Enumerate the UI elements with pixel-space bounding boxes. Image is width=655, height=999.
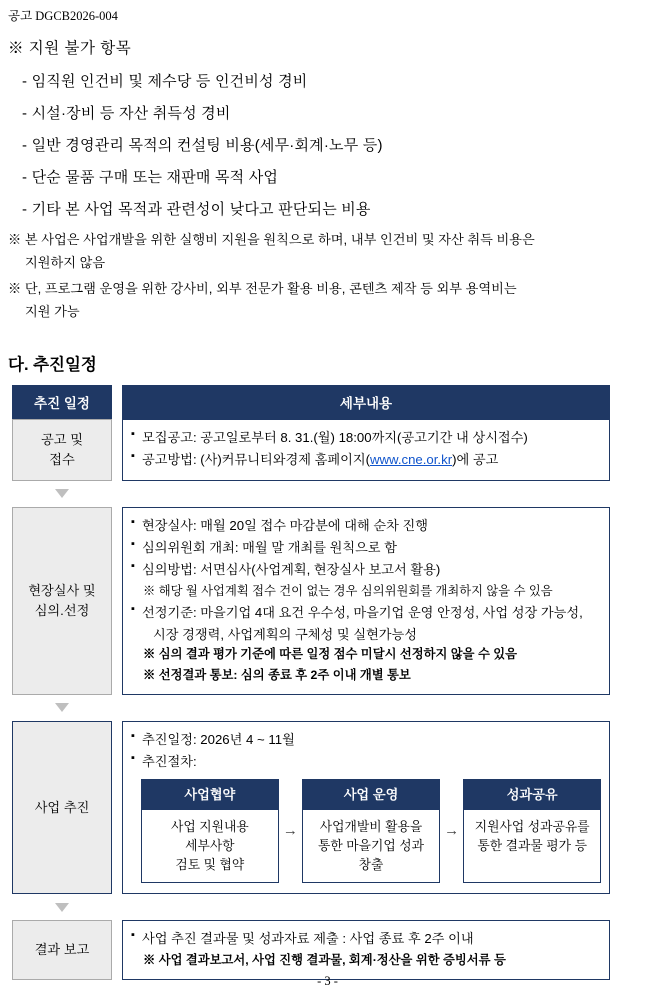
stage-label-announcement	[12, 419, 112, 481]
flow-step-body	[303, 810, 439, 883]
stage-line: 현장실사 및	[28, 582, 96, 598]
flow-step-title: 사업 운영	[303, 780, 439, 809]
detail-item-cont: 시장 경쟁력, 사업계획의 구체성 및 실현가능성	[153, 627, 418, 643]
flow-arrow-icon: →	[444, 822, 460, 840]
page-number: - 3 -	[317, 974, 338, 988]
row-gap	[112, 920, 122, 979]
detail-note-bold: ※ 심의 결과 평가 기준에 따른 일정 점수 미달시 선정하지 않을 수 있음	[143, 647, 518, 662]
stage-label-execution: 사업 추진	[12, 721, 112, 895]
arrow-cell	[12, 894, 112, 920]
stage-label-review	[12, 507, 112, 695]
schedule-table	[12, 385, 610, 980]
empty-cell	[122, 695, 610, 721]
detail-item: ▪ 현장실사: 매월 20일 접수 마감분에 대해 순차 진행	[131, 515, 601, 536]
flow-step-body	[464, 810, 600, 883]
row-gap	[112, 507, 122, 695]
flow-body-line: 통한 결과물 평가 등	[477, 837, 587, 853]
flow-step-body	[142, 810, 278, 883]
flow-body-line: 검토 및 협약	[175, 857, 245, 873]
detail-item-with-link: ▪ 공고방법: (사)커뮤니티와경제 홈페이지(www.cne.or.kr)에 공고	[131, 449, 601, 470]
detail-item: ▪ 심의위원회 개최: 매월 말 개최를 원칙으로 함	[131, 537, 601, 558]
header-stage: 추진 일정	[12, 385, 112, 419]
empty-cell	[122, 894, 610, 920]
process-flow	[141, 779, 601, 883]
row-gap	[112, 419, 122, 481]
detail-execution	[122, 721, 610, 895]
flow-body-line: 통한 마을기업 성과	[317, 837, 424, 853]
flow-body-line: 지원사업 성과공유를	[474, 818, 590, 834]
flow-arrow-icon: →	[282, 822, 298, 840]
document-content	[8, 36, 648, 980]
arrow-cell	[12, 695, 112, 721]
row-gap	[112, 695, 122, 721]
schedule-heading: 다. 추진일정	[8, 355, 97, 374]
header-detail: 세부내용	[122, 385, 610, 419]
detail-report	[122, 920, 610, 979]
down-arrow-icon	[55, 489, 69, 498]
flow-step-agreement	[141, 779, 279, 883]
empty-cell	[122, 481, 610, 507]
exclusion-note: ※ 단, 프로그램 운영을 위한 강사비, 외부 전문가 활용 비용, 콘텐츠 제작 등 외부 용역비는	[8, 280, 517, 296]
row-gap	[112, 721, 122, 895]
detail-announcement	[122, 419, 610, 481]
homepage-link[interactable]: www.cne.or.kr	[370, 452, 453, 468]
flow-body-line: 창출	[358, 857, 384, 873]
document-code: 공고 DGCB2026-004	[8, 9, 118, 23]
exclusion-item: - 시설·장비 등 자산 취득성 경비	[22, 105, 231, 122]
arrow-row	[12, 481, 610, 507]
exclusion-note: ※ 본 사업은 사업개발을 위한 실행비 지원을 원칙으로 하며, 내부 인건비 및 자산 취득 비용은	[8, 232, 535, 247]
detail-item: ▪ 심의방법: 서면심사(사업계획, 현장실사 보고서 활용)	[131, 559, 601, 580]
exclusion-item: - 임직원 인건비 및 제수당 등 인건비성 경비	[22, 73, 308, 90]
flow-body-line: 사업 지원내용	[170, 818, 249, 834]
exclusion-item: - 기타 본 사업 목적과 관련성이 낮다고 판단되는 비용	[22, 201, 371, 218]
flow-body-line: 사업개발비 활용을	[319, 818, 423, 834]
down-arrow-icon	[55, 903, 69, 912]
flow-body-line: 세부사항	[185, 837, 235, 853]
detail-item: ▪ 추진일정: 2026년 4 ~ 11월	[131, 729, 601, 750]
detail-note-bold: ※ 선정결과 통보: 심의 종료 후 2주 이내 개별 통보	[143, 667, 411, 682]
stage-line: 심의.선정	[34, 602, 90, 618]
exclusion-item: - 일반 경영관리 목적의 컨설팅 비용(세무·회계·노무 등)	[22, 137, 383, 154]
stage-line: 공고 및	[41, 431, 83, 447]
detail-note: ※ 해당 월 사업계획 접수 건이 없는 경우 심의위원회를 개최하지 않을 수 있음	[143, 583, 553, 598]
arrow-row	[12, 894, 610, 920]
table-row	[12, 721, 610, 895]
stage-line: 접수	[49, 451, 75, 467]
row-gap	[112, 481, 122, 507]
detail-item: ▪ 선정기준: 마을기업 4대 요건 우수성, 마을기업 운영 안정성, 사업 성장 가능성,	[131, 602, 601, 623]
arrow-cell	[12, 481, 112, 507]
table-row	[12, 920, 610, 979]
down-arrow-icon	[55, 703, 69, 712]
header-gap	[112, 385, 122, 419]
detail-item: ▪ 사업 추진 결과물 및 성과자료 제출 : 사업 종료 후 2주 이내	[131, 928, 601, 949]
table-row	[12, 419, 610, 481]
detail-item: ▪ 모집공고: 공고일로부터 8. 31.(월) 18:00까지(공고기간 내 상시접수)	[131, 427, 601, 448]
flow-step-results	[463, 779, 601, 883]
detail-item: ▪ 추진절차:	[131, 751, 601, 772]
detail-review	[122, 507, 610, 695]
arrow-row	[12, 695, 610, 721]
table-row	[12, 507, 610, 695]
flow-step-title: 사업협약	[142, 780, 278, 809]
exclusion-note-cont: 지원 가능	[25, 304, 80, 320]
stage-label-report: 결과 보고	[12, 920, 112, 979]
exclusions-title: ※ 지원 불가 항목	[8, 40, 132, 57]
table-header-row	[12, 385, 610, 419]
row-gap	[112, 894, 122, 920]
flow-step-title: 성과공유	[464, 780, 600, 809]
flow-step-operation	[302, 779, 440, 883]
exclusion-item: - 단순 물품 구매 또는 재판매 목적 사업	[22, 169, 279, 186]
exclusion-note-cont: 지원하지 않음	[25, 255, 106, 271]
detail-note-bold: ※ 사업 결과보고서, 사업 진행 결과물, 회계·정산을 위한 증빙서류 등	[143, 952, 506, 967]
